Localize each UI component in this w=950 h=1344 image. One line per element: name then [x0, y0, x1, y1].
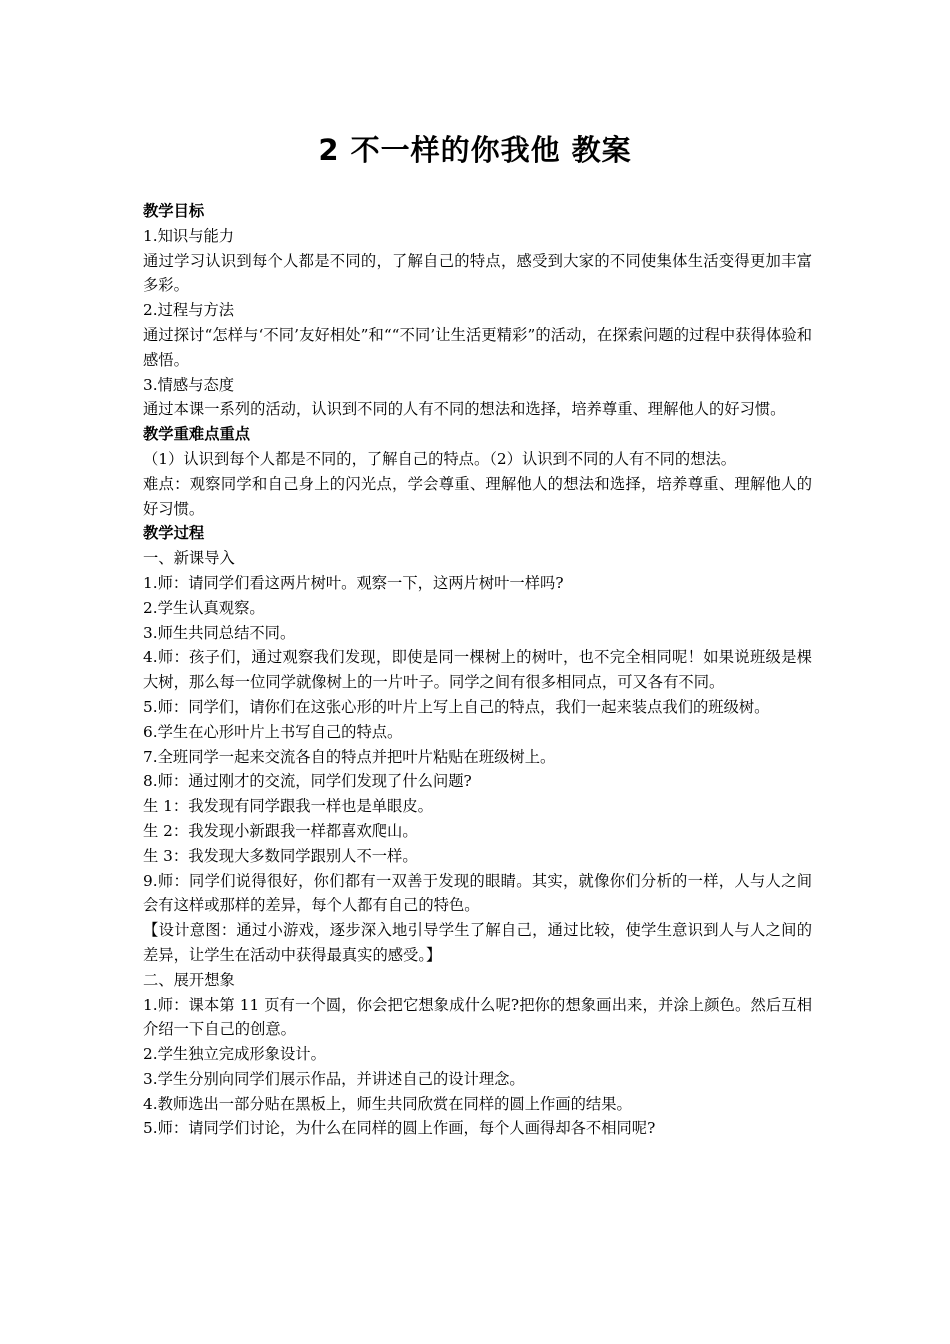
- body-paragraph: （1）认识到每个人都是不同的，了解自己的特点。（2）认识到不同的人有不同的想法。: [143, 449, 737, 468]
- body-paragraph: 通过探讨“怎样与‘不同’友好相处”和““不同’让生活更精彩”的活动，在探索问题的过程中获得体验和感悟。: [143, 325, 812, 369]
- body-paragraph: 5.师：请同学们讨论，为什么在同样的圆上作画，每个人画得却各不相同呢?: [143, 1119, 656, 1138]
- section-heading: 教学重难点重点: [143, 425, 251, 444]
- body-paragraph: 6.学生在心形叶片上书写自己的特点。: [143, 722, 403, 741]
- section-heading: 教学过程: [143, 524, 205, 543]
- page-title: 2 不一样的你我他 教案: [318, 133, 632, 167]
- body-paragraph: 7.全班同学一起来交流各自的特点并把叶片粘贴在班级树上。: [143, 747, 556, 766]
- body-paragraph: 5.师：同学们，请你们在这张心形的叶片上写上自己的特点，我们一起来装点我们的班级树。: [143, 697, 770, 716]
- body-paragraph: 3.师生共同总结不同。: [143, 623, 296, 642]
- body-paragraph: 一、新课导入: [143, 549, 235, 568]
- body-paragraph: 1.师：请同学们看这两片树叶。观察一下，这两片树叶一样吗?: [143, 573, 564, 592]
- body-paragraph: 难点：观察同学和自己身上的闪光点，学会尊重、理解他人的想法和选择，培养尊重、理解他人的好习惯。: [143, 474, 812, 518]
- body-paragraph: 2.学生独立完成形象设计。: [143, 1045, 326, 1064]
- body-paragraph: 4.师：孩子们，通过观察我们发现，即使是同一棵树上的树叶，也不完全相同呢！如果说班级是棵大树，那么每一位同学就像树上的一片叶子。同学之间有很多相同点，可又各有不同。: [143, 648, 812, 692]
- body-paragraph: 二、展开想象: [143, 970, 235, 989]
- section-heading: 教学目标: [143, 202, 205, 220]
- body-paragraph: 3.学生分别向同学们展示作品，并讲述自己的设计理念。: [143, 1069, 525, 1088]
- body-paragraph: 3.情感与态度: [143, 375, 235, 394]
- document-body: [143, 199, 812, 1141]
- body-paragraph: 1.知识与能力: [143, 226, 235, 245]
- body-paragraph: 生 1：我发现有同学跟我一样也是单眼皮。: [143, 797, 433, 816]
- body-paragraph: 1.师：课本第 11 页有一个圆，你会把它想象成什么呢?把你的想象画出来，并涂上颜色。然后互相介绍一下自己的创意。: [143, 995, 812, 1039]
- body-paragraph: 通过学习认识到每个人都是不同的，了解自己的特点，感受到大家的不同使集体生活变得更加丰富多彩。: [143, 251, 812, 295]
- body-paragraph: 2.过程与方法: [143, 301, 235, 320]
- body-paragraph: 9.师：同学们说得很好，你们都有一双善于发现的眼睛。其实，就像你们分析的一样，人与人之间会有这样或那样的差异，每个人都有自己的特色。: [143, 871, 812, 915]
- body-paragraph: 生 2：我发现小新跟我一样都喜欢爬山。: [143, 821, 418, 840]
- body-paragraph: 8.师：通过刚才的交流，同学们发现了什么问题?: [143, 772, 472, 791]
- body-paragraph: 2.学生认真观察。: [143, 598, 265, 617]
- body-paragraph: 4.教师选出一部分贴在黑板上，师生共同欣赏在同样的圆上作画的结果。: [143, 1094, 632, 1113]
- body-paragraph: 【设计意图：通过小游戏，逐步深入地引导学生了解自己，通过比较，使学生意识到人与人之间的差异，让学生在活动中获得最真实的感受。】: [143, 921, 812, 964]
- body-paragraph: 生 3：我发现大多数同学跟别人不一样。: [143, 846, 418, 865]
- body-paragraph: 通过本课一系列的活动，认识到不同的人有不同的想法和选择，培养尊重、理解他人的好习惯。: [143, 400, 786, 419]
